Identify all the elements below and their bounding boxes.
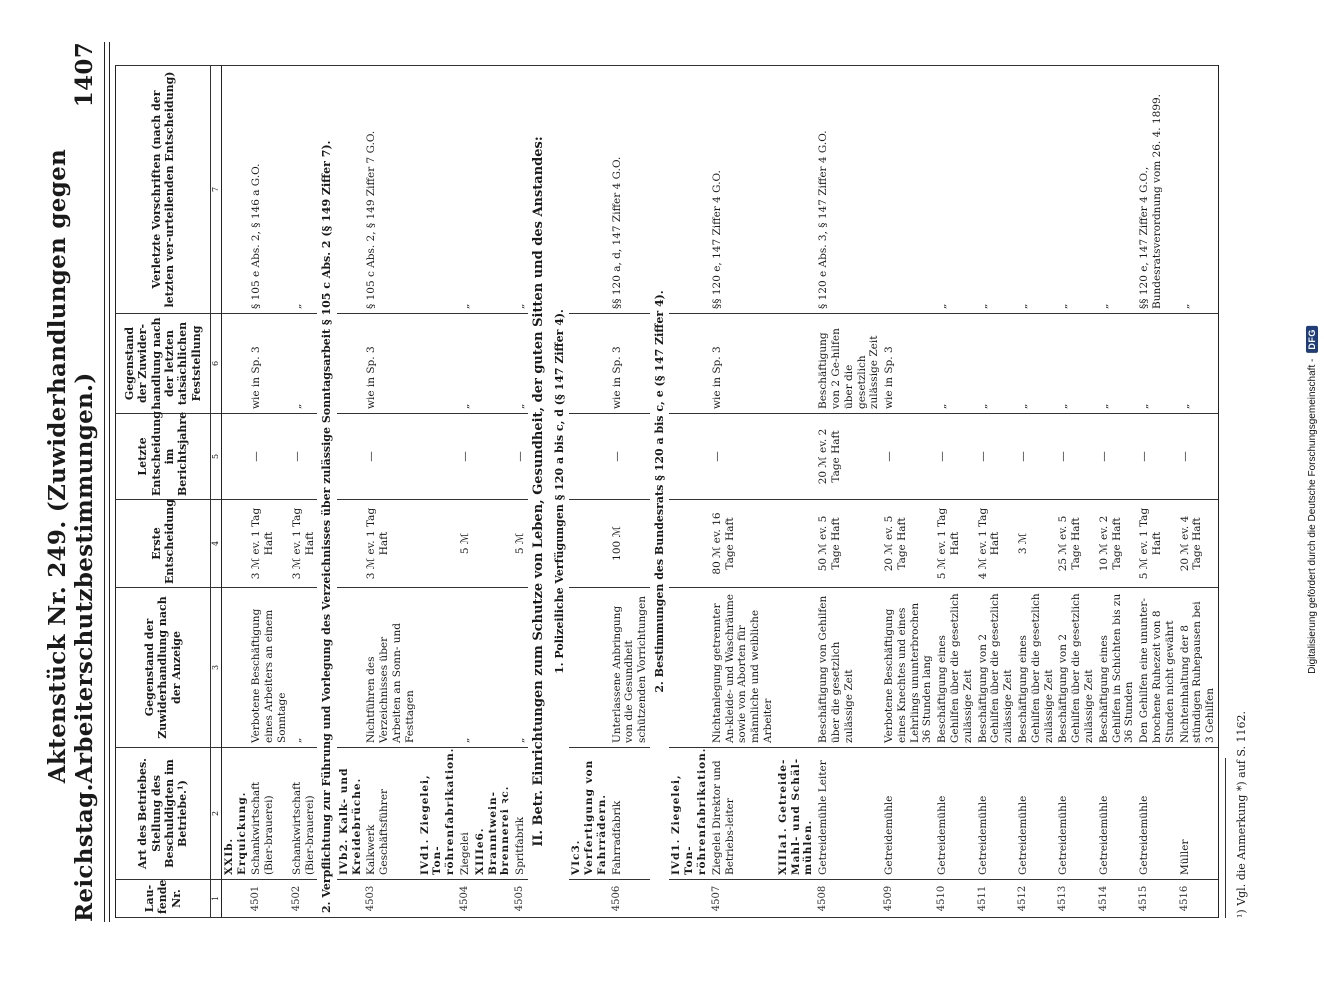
letzte-cell <box>569 414 609 500</box>
feststellung-cell <box>776 314 816 414</box>
gegenstand-cell: Beschäftigung von 2 Gehilfen über die gesetzlich zulässige Zeit <box>1056 588 1096 748</box>
gegenstand-cell <box>337 588 365 748</box>
table-row <box>364 66 417 918</box>
erste-cell <box>337 500 365 588</box>
feststellung-cell: wie in Sp. 3 <box>249 314 289 414</box>
feststellung-cell <box>418 314 458 414</box>
letzte-cell: — <box>1056 414 1096 500</box>
group-heading-row <box>473 66 513 918</box>
betrieb-cell: Getreidemühle <box>976 748 1016 880</box>
row-number: 4508 <box>816 880 882 918</box>
feststellung-cell <box>669 314 709 414</box>
vorschrift-cell <box>473 66 513 314</box>
betrieb-group-heading <box>473 748 513 880</box>
betrieb-cell: Getreidemühle <box>1056 748 1096 880</box>
col-header-erste: Erste Entscheidung <box>116 500 211 588</box>
col-header-feststellung: Gegenstand der Zuwider-handlung nach der letzten tatsächlichen Feststellung <box>116 314 211 414</box>
gegenstand-cell: Beschäftigung von Gehilfen über die gesetzlich zulässige Zeit <box>816 588 882 748</box>
header-title: Aktenstück Nr. 249. (Zuwiderhandlungen gegen Arbeiterschutzbestimmungen.) <box>44 148 98 784</box>
erste-cell: 5 ℳ ev. 1 Tag Haft <box>1137 500 1177 588</box>
letzte-cell: — <box>710 414 776 500</box>
gewerbegruppe-label: VIc3. Verfertigung von Fahrrädern. <box>570 759 608 875</box>
letzte-cell: — <box>364 414 417 500</box>
betrieb-cell: Getreidemühle <box>1016 748 1056 880</box>
row-number: 4516 <box>1178 880 1219 918</box>
table-row <box>1016 66 1056 918</box>
vorschrift-cell: §§ 120 e, 147 Ziffer 4 G.O. <box>710 66 776 314</box>
header-rule <box>104 42 105 922</box>
feststellung-cell: wie in Sp. 3 <box>710 314 776 414</box>
betrieb-cell: Getreidemühle Leiter <box>816 748 882 880</box>
row-number: 4510 <box>935 880 975 918</box>
betrieb-cell: Getreidemühle <box>882 748 935 880</box>
betrieb-cell: Ziegelei Direktor und Betriebs-leiter <box>710 748 776 880</box>
vorschrift-cell: § 105 c Abs. 2, § 149 Ziffer 7 G.O. <box>364 66 417 314</box>
gegenstand-cell: Unterlassene Anbringung von die Gesundheit schützenden Vorrichtungen <box>610 588 650 748</box>
row-number: 4511 <box>976 880 1016 918</box>
row-number <box>337 880 365 918</box>
gegenstand-cell: Nichteinhaltung der 8 stündigen Ruhepausen bei 3 Gehilfen <box>1178 588 1219 748</box>
row-number: 4515 <box>1137 880 1177 918</box>
gegenstand-cell: Verbotene Beschäftigung eines Arbeiters an einem Sonntage <box>249 588 289 748</box>
group-heading-row <box>418 66 458 918</box>
letzte-cell: — <box>1016 414 1056 500</box>
group-d <box>669 66 1218 918</box>
section-II-2 <box>650 66 669 918</box>
betrieb-group-heading <box>776 748 816 880</box>
betrieb-cell: Spritfabrik <box>513 748 528 880</box>
row-number <box>776 880 816 918</box>
erste-cell <box>776 500 816 588</box>
feststellung-cell: „ <box>1016 314 1056 414</box>
row-number: 4504 <box>458 880 473 918</box>
vorschrift-cell: „ <box>1016 66 1056 314</box>
gegenstand-cell <box>473 588 513 748</box>
vorschrift-cell <box>337 66 365 314</box>
gegenstand-cell <box>569 588 609 748</box>
erste-cell: 25 ℳ ev. 5 Tage Haft <box>1056 500 1096 588</box>
letzte-cell <box>337 414 365 500</box>
erste-cell: 5 ℳ <box>513 500 528 588</box>
betrieb-cell: Schankwirtschaft (Bier-brauerei) <box>249 748 289 880</box>
section-heading: 2. Verpflichtung zur Führung und Vorlegung des Verzeichnisses über zulässige Sonntagsarbeit § 105 c Abs. 2 (§ 149 Ziffer 7). <box>317 66 336 918</box>
feststellung-cell: „ <box>458 314 473 414</box>
group-heading-row <box>669 66 709 918</box>
row-number: 4507 <box>710 880 776 918</box>
betrieb-cell: Kalkwerk Geschäftsführer <box>364 748 417 880</box>
table-row <box>458 66 473 918</box>
table-row <box>1178 66 1219 918</box>
gewerbegruppe-label: XIIIe6. Branntwein-brennerei ꝛc. <box>473 785 512 875</box>
erste-cell: 3 ℳ <box>1016 500 1056 588</box>
gegenstand-cell: „ <box>513 588 528 748</box>
table-row <box>710 66 776 918</box>
row-number: 4501 <box>249 880 289 918</box>
vorschrift-cell <box>221 66 249 314</box>
vorschrift-cell: „ <box>976 66 1016 314</box>
erste-cell <box>669 500 709 588</box>
betrieb-cell: Ziegelei <box>458 748 473 880</box>
erste-cell <box>221 500 249 588</box>
feststellung-cell: „ <box>935 314 975 414</box>
letzte-cell <box>418 414 458 500</box>
letzte-cell: — <box>249 414 289 500</box>
gewerbegruppe-label: IVb2. Kalk- und Kreidebrüche. <box>337 767 363 875</box>
dfg-logo-icon: DFG <box>1306 326 1318 353</box>
gegenstand-cell <box>776 588 816 748</box>
page-number: 1407 <box>71 42 98 108</box>
column-number-row <box>211 66 222 918</box>
vorschrift-cell: „ <box>513 66 528 314</box>
betrieb-group-heading <box>669 748 709 880</box>
col-header-betrieb: Art des Betriebes. Stellung des Beschuldigten im Betriebe.¹) <box>116 748 211 880</box>
row-number: 4506 <box>610 880 650 918</box>
credit-text: Digitalisierung gefördert durch die Deutsche Forschungsgemeinschaft - <box>1306 358 1318 674</box>
table-row <box>882 66 935 918</box>
betrieb-group-heading <box>569 748 609 880</box>
feststellung-cell: Beschäftigung von 2 Ge-hilfen über die gesetzlich zulässige Zeit <box>816 314 882 414</box>
betrieb-group-heading <box>418 748 458 880</box>
vorschrift-cell <box>569 66 609 314</box>
feststellung-cell: „ <box>1178 314 1219 414</box>
letzte-cell: — <box>1178 414 1219 500</box>
table-row <box>513 66 528 918</box>
subsection-heading: 1. Polizeiliche Verfügungen § 120 a bis c, d (§ 147 Ziffer 4). <box>550 66 569 918</box>
betrieb-cell: Getreidemühle <box>935 748 975 880</box>
table-row <box>1097 66 1137 918</box>
digitization-credit <box>1306 326 1318 674</box>
feststellung-cell <box>569 314 609 414</box>
letzte-cell: — <box>882 414 935 500</box>
row-number: 4503 <box>364 880 417 918</box>
feststellung-cell: „ <box>290 314 318 414</box>
group-heading-row <box>221 66 249 918</box>
betrieb-cell: Getreidemühle <box>1137 748 1177 880</box>
gewerbegruppe-label: IVd1. Ziegelei, Ton-röhrenfabrikation. <box>670 747 708 875</box>
letzte-cell <box>776 414 816 500</box>
letzte-cell: — <box>513 414 528 500</box>
betrieb-group-heading <box>337 748 365 880</box>
gegenstand-cell <box>221 588 249 748</box>
letzte-cell <box>473 414 513 500</box>
erste-cell: 5 ℳ <box>458 500 473 588</box>
footnote: ¹) Vgl. die Anmerkung *) auf S. 1162. <box>1235 711 1248 918</box>
header-left: Reichstag. <box>71 783 98 922</box>
header-rule-thin <box>109 42 110 922</box>
erste-cell: 100 ℳ <box>610 500 650 588</box>
table-row <box>816 66 882 918</box>
gegenstand-cell <box>669 588 709 748</box>
running-header <box>44 42 98 922</box>
gewerbegruppe-label: XIIIa1. Getreide-Mahl- und Schäl-mühlen. <box>776 757 815 875</box>
betrieb-cell: Fahrradfabrik <box>610 748 650 880</box>
col-header-gegenstand: Gegenstand der Zuwiderhandlung nach der Anzeige <box>116 588 211 748</box>
col-header-letzte: Letzte Entscheidung im Berichtsjahre <box>116 414 211 500</box>
col-num: 6 <box>211 314 222 414</box>
vorschrift-cell: §§ 120 a, d, 147 Ziffer 4 G.O. <box>610 66 650 314</box>
vorschrift-cell <box>669 66 709 314</box>
vorschrift-cell <box>418 66 458 314</box>
feststellung-cell: „ <box>1137 314 1177 414</box>
letzte-cell: — <box>458 414 473 500</box>
vorschrift-cell <box>776 66 816 314</box>
section-2 <box>317 66 336 918</box>
gegenstand-cell <box>418 588 458 748</box>
betrieb-cell: Müller <box>1178 748 1219 880</box>
letzte-cell: — <box>976 414 1016 500</box>
erste-cell: 20 ℳ ev. 5 Tage Haft <box>882 500 935 588</box>
table-row <box>935 66 975 918</box>
row-number: 4512 <box>1016 880 1056 918</box>
gegenstand-cell: Beschäftigung von 2 Gehilfen über die gesetzlich zulässige Zeit <box>976 588 1016 748</box>
group-heading-row <box>776 66 816 918</box>
erste-cell: 5 ℳ ev. 1 Tag Haft <box>935 500 975 588</box>
erste-cell: 3 ℳ ev. 1 Tag Haft <box>249 500 289 588</box>
feststellung-cell <box>473 314 513 414</box>
col-num: 4 <box>211 500 222 588</box>
erste-cell <box>473 500 513 588</box>
gewerbegruppe-label: XXIb. Erquickung. <box>222 791 248 875</box>
feststellung-cell <box>337 314 365 414</box>
vorschrift-cell: „ <box>1056 66 1096 314</box>
gegenstand-cell: Den Gehilfen eine ununter-brochene Ruhezeit von 8 Stunden nicht gewährt <box>1137 588 1177 748</box>
feststellung-cell <box>221 314 249 414</box>
feststellung-cell: wie in Sp. 3 <box>882 314 935 414</box>
vorschrift-cell: „ <box>458 66 473 314</box>
group-b <box>337 66 528 918</box>
table-row <box>1056 66 1096 918</box>
vorschrift-cell: § 120 e Abs. 3, § 147 Ziffer 4 G.O. <box>816 66 882 314</box>
col-num: 3 <box>211 588 222 748</box>
feststellung-cell: „ <box>976 314 1016 414</box>
row-number: 4502 <box>290 880 318 918</box>
feststellung-cell: „ <box>1097 314 1137 414</box>
row-number <box>221 880 249 918</box>
erste-cell: 3 ℳ ev. 1 Tag Haft <box>364 500 417 588</box>
letzte-cell: — <box>935 414 975 500</box>
betrieb-group-heading <box>221 748 249 880</box>
vorschrift-cell: § 105 e Abs. 2, § 146 a G.O. <box>249 66 289 314</box>
table-row <box>610 66 650 918</box>
letzte-cell: — <box>290 414 318 500</box>
table-row <box>249 66 289 918</box>
letzte-cell: 20 ℳ ev. 2 Tage Haft <box>816 414 882 500</box>
letzte-cell: — <box>610 414 650 500</box>
letzte-cell <box>669 414 709 500</box>
letzte-cell: — <box>1097 414 1137 500</box>
violations-table <box>115 65 1219 918</box>
table-row <box>976 66 1016 918</box>
group-heading-row <box>337 66 365 918</box>
group-c <box>569 66 650 918</box>
gegenstand-cell: „ <box>458 588 473 748</box>
section-II <box>528 66 569 918</box>
group-heading-row <box>569 66 609 918</box>
vorschrift-cell: „ <box>290 66 318 314</box>
vorschrift-cell <box>882 66 935 314</box>
section-heading: II. Betr. Einrichtungen zum Schutze von Leben, Gesundheit, der guten Sitten und des Anstandes: <box>528 66 550 918</box>
gegenstand-cell: Nichtanlegung getrennter An-kleide- und Waschräume sowie von Aborten für männliche und weibliche Arbeiter <box>710 588 776 748</box>
vorschrift-cell: „ <box>935 66 975 314</box>
erste-cell <box>569 500 609 588</box>
gegenstand-cell: Beschäftigung eines Gehilfen über die gesetzlich zulässige Zeit <box>1016 588 1056 748</box>
gewerbegruppe-label: IVd1. Ziegelei, Ton-röhrenfabrikation. <box>418 747 457 875</box>
gegenstand-cell: Beschäftigung eines Gehilfen über die gesetzlich zulässige Zeit <box>935 588 975 748</box>
col-header-nr: Lau-fende Nr. <box>116 880 211 918</box>
row-number <box>669 880 709 918</box>
feststellung-cell: wie in Sp. 3 <box>364 314 417 414</box>
erste-cell: 80 ℳ ev. 16 Tage Haft <box>710 500 776 588</box>
row-number: 4505 <box>513 880 528 918</box>
column-header-row <box>116 66 211 918</box>
footnote-rule <box>1225 758 1226 918</box>
col-num: 2 <box>211 748 222 880</box>
col-num: 7 <box>211 66 222 314</box>
row-number: 4514 <box>1097 880 1137 918</box>
feststellung-cell: „ <box>513 314 528 414</box>
vorschrift-cell: §§ 120 e, 147 Ziffer 4 G.O., Bundesratsverordnung vom 26. 4. 1899. <box>1137 66 1177 314</box>
vorschrift-cell: „ <box>1097 66 1137 314</box>
col-header-vorschrift: Verletzte Vorschriften (nach der letzten ver-urteilenden Entscheidung) <box>116 66 211 314</box>
feststellung-cell: wie in Sp. 3 <box>610 314 650 414</box>
table-row <box>1137 66 1177 918</box>
erste-cell: 4 ℳ ev. 1 Tag Haft <box>976 500 1016 588</box>
row-number <box>569 880 609 918</box>
erste-cell: 3 ℳ ev. 1 Tag Haft <box>290 500 318 588</box>
gegenstand-cell: Nichtführen des Verzeichnisses über Arbeiten an Sonn- und Festtagen <box>364 588 417 748</box>
col-num: 5 <box>211 414 222 500</box>
erste-cell: 10 ℳ ev. 2 Tage Haft <box>1097 500 1137 588</box>
row-number <box>473 880 513 918</box>
erste-cell: 20 ℳ ev. 4 Tage Haft <box>1178 500 1219 588</box>
letzte-cell <box>221 414 249 500</box>
group-a <box>221 66 317 918</box>
row-number <box>418 880 458 918</box>
vorschrift-cell: „ <box>1178 66 1219 314</box>
gegenstand-cell: „ <box>290 588 318 748</box>
betrieb-cell: Getreidemühle <box>1097 748 1137 880</box>
subsection-heading: 2. Bestimmungen des Bundesrats § 120 a bis c, e (§ 147 Ziffer 4). <box>650 66 669 918</box>
erste-cell: 50 ℳ ev. 5 Tage Haft <box>816 500 882 588</box>
table-row <box>290 66 318 918</box>
gegenstand-cell: Verbotene Beschäftigung eines Knechtes und eines Lehrlings ununterbrochen 36 Stunden lang <box>882 588 935 748</box>
erste-cell <box>418 500 458 588</box>
row-number: 4509 <box>882 880 935 918</box>
col-num: 1 <box>211 880 222 918</box>
feststellung-cell: „ <box>1056 314 1096 414</box>
letzte-cell: — <box>1137 414 1177 500</box>
gegenstand-cell: Beschäftigung eines Gehilfen in Schichten bis zu 36 Stunden <box>1097 588 1137 748</box>
betrieb-cell: Schankwirtschaft (Bier-brauerei) <box>290 748 318 880</box>
row-number: 4513 <box>1056 880 1096 918</box>
